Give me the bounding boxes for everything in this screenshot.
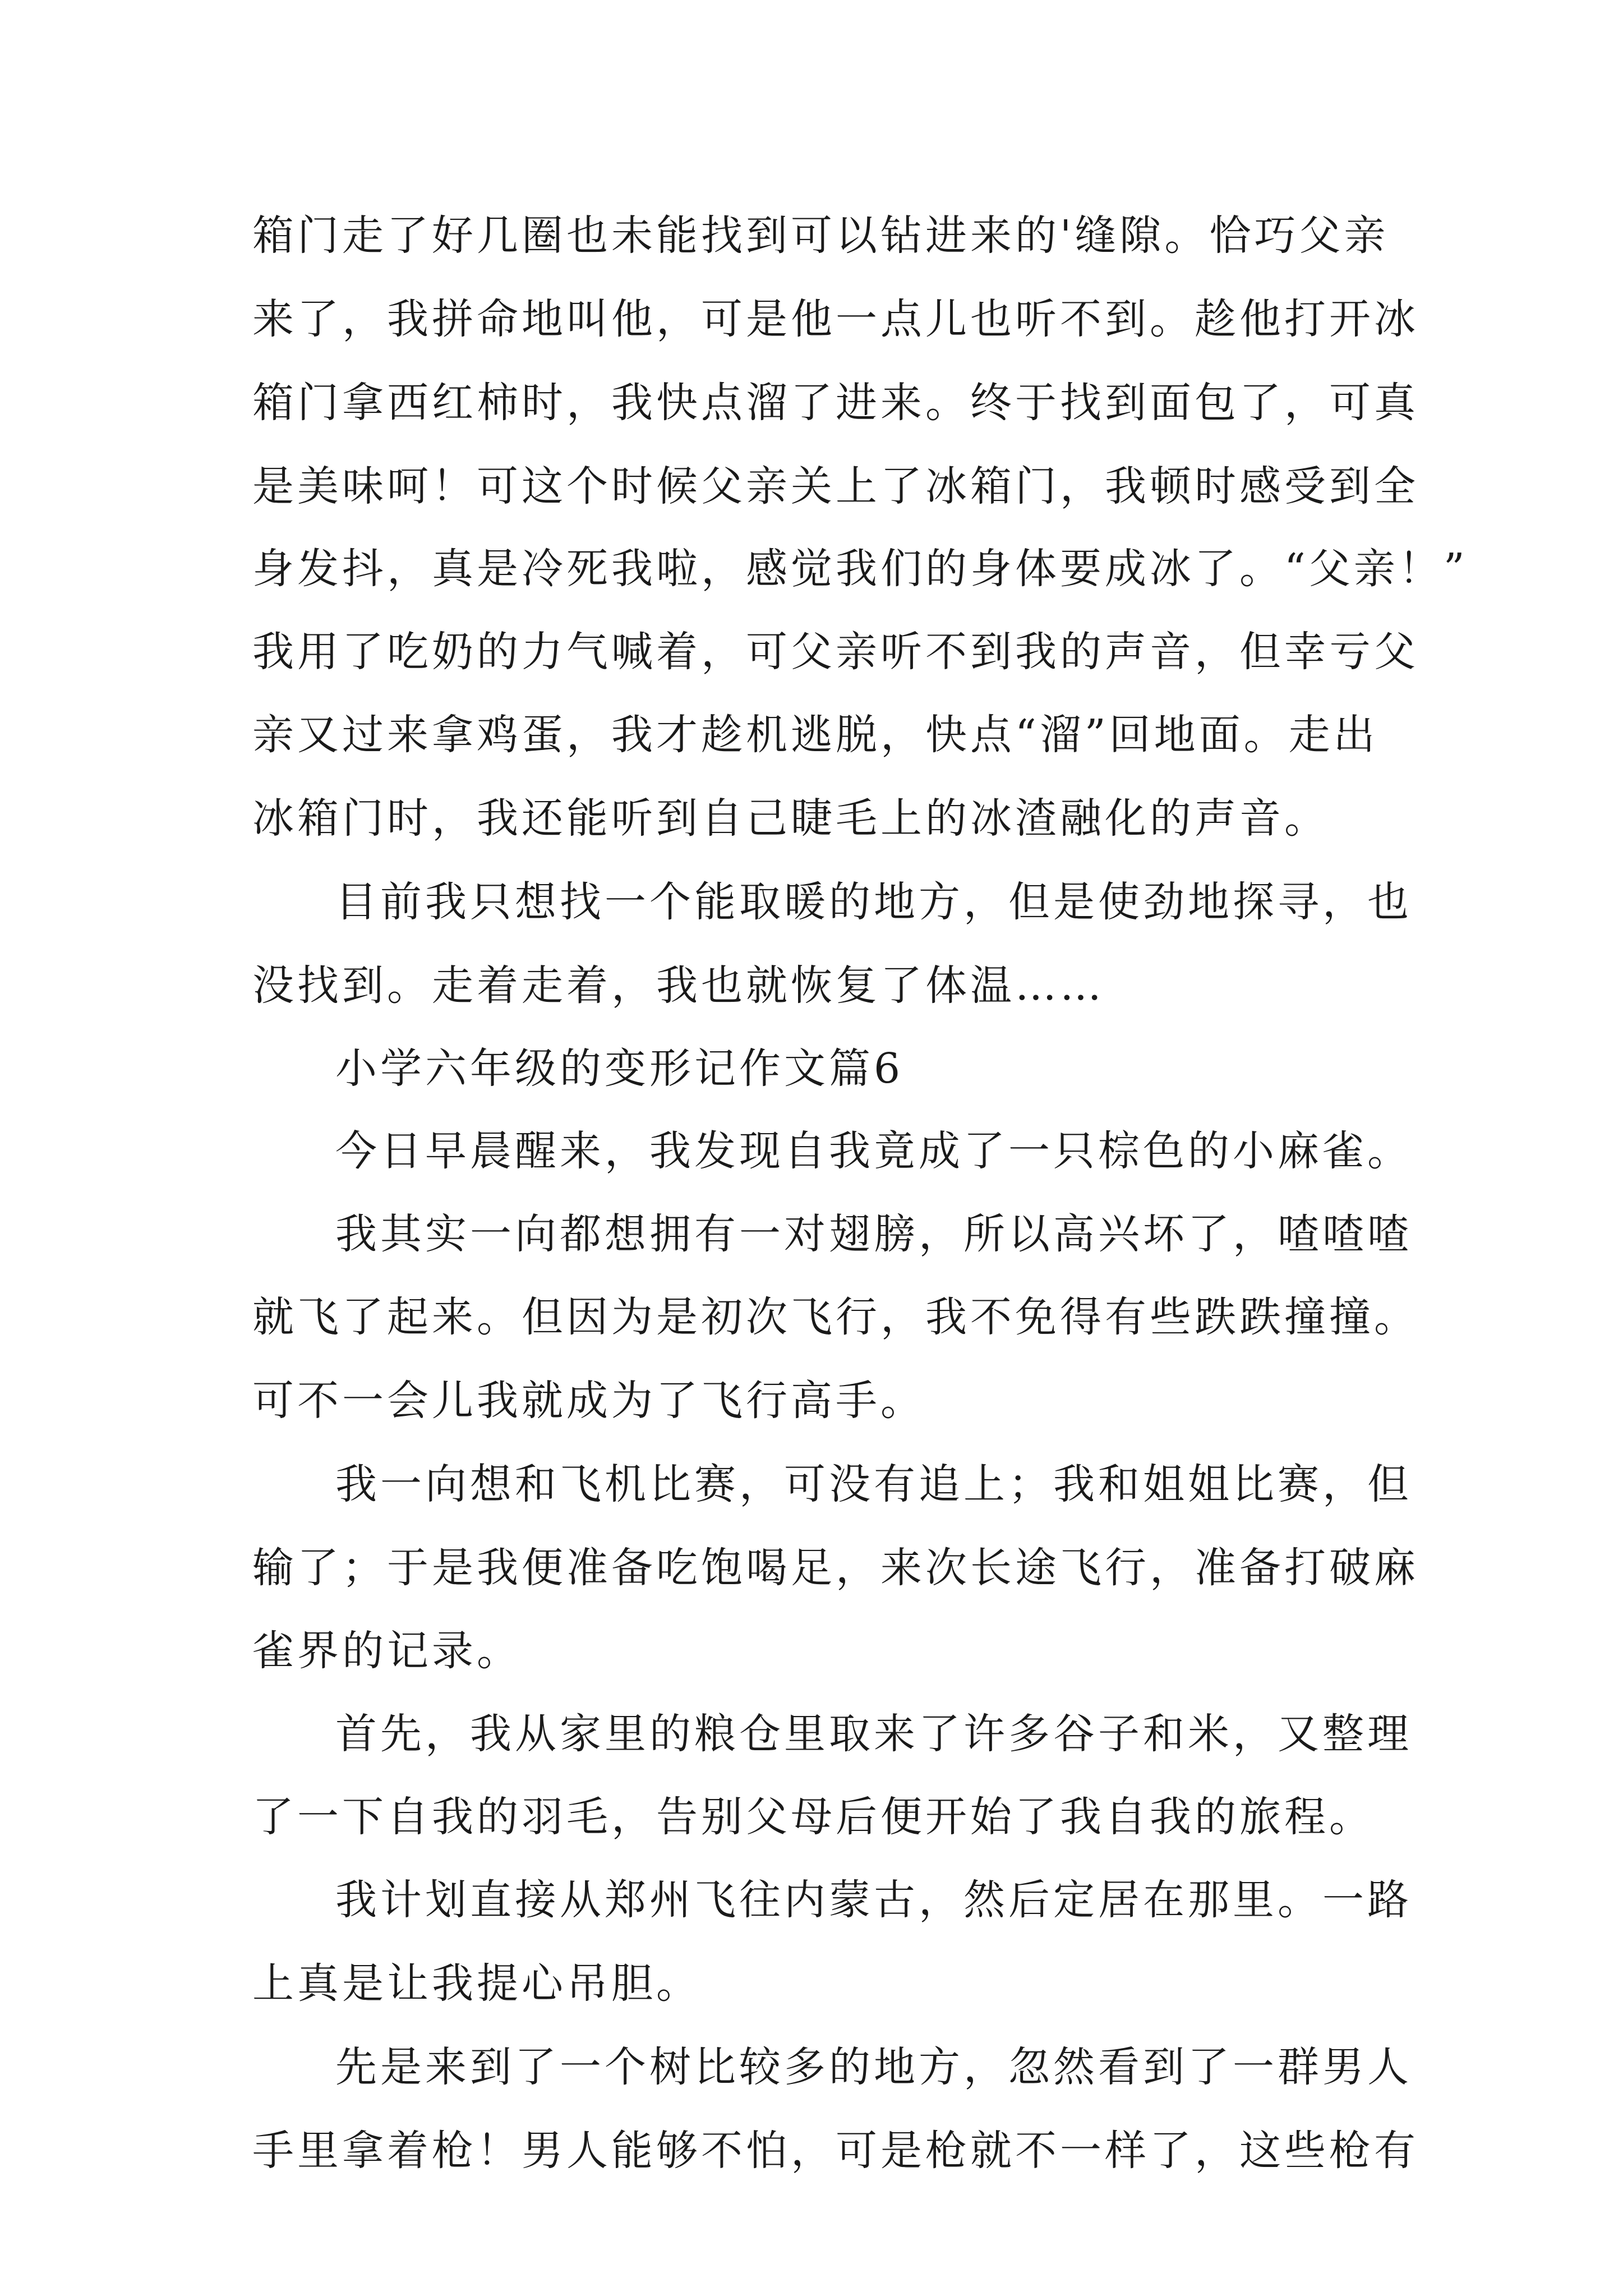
text-line: 我用了吃奶的力气喊着，可父亲听不到我的声音，但幸亏父: [252, 628, 1419, 676]
text-line: 就飞了起来。但因为是初次飞行，我不免得有些跌跌撞撞。: [252, 1293, 1419, 1341]
paragraph-start-line: 首先，我从家里的粮仓里取来了许多谷子和米，又整理: [335, 1710, 1412, 1758]
text-line: 亲又过来拿鸡蛋，我才趁机逃脱，快点“溜”回地面。走出: [252, 711, 1378, 759]
section-heading: 小学六年级的变形记作文篇6: [335, 1045, 904, 1093]
text-line: 雀界的记录。: [252, 1627, 522, 1675]
text-line: 可不一会儿我就成为了飞行高手。: [252, 1377, 925, 1425]
paragraph-start-line: 今日早晨醒来，我发现自我竟成了一只棕色的小麻雀。: [335, 1127, 1412, 1175]
text-line: 手里拿着枪！男人能够不怕，可是枪就不一样了，这些枪有: [252, 2127, 1419, 2175]
paragraph-start-line: 先是来到了一个树比较多的地方，忽然看到了一群男人: [335, 2043, 1412, 2091]
text-line: 了一下自我的羽毛，告别父母后便开始了我自我的旅程。: [252, 1793, 1374, 1841]
paragraph-start-line: 我一向想和飞机比赛，可没有追上；我和姐姐比赛，但: [335, 1460, 1412, 1508]
text-line: 是美味呵！可这个时候父亲关上了冰箱门，我顿时感受到全: [252, 462, 1419, 510]
text-line: 来了，我拼命地叫他，可是他一点儿也听不到。趁他打开冰: [252, 295, 1419, 343]
paragraph-start-line: 我其实一向都想拥有一对翅膀，所以高兴坏了，喳喳喳: [335, 1210, 1412, 1258]
text-line: 冰箱门时，我还能听到自己睫毛上的冰渣融化的声音。: [252, 794, 1329, 843]
text-line: 箱门拿西红柿时，我快点溜了进来。终于找到面包了，可真: [252, 379, 1419, 427]
paragraph-start-line: 目前我只想找一个能取暖的地方，但是使劲地探寻，也: [335, 878, 1412, 926]
text-line: 箱门走了好几圈也未能找到可以钻进来的'缝隙。恰巧父亲: [252, 211, 1389, 260]
text-line: 身发抖，真是冷死我啦，感觉我们的身体要成冰了。“父亲！”: [252, 545, 1468, 593]
text-line: 上真是让我提心吊胆。: [252, 1959, 701, 2008]
paragraph-start-line: 我计划直接从郑州飞往内蒙古，然后定居在那里。一路: [335, 1876, 1412, 1924]
text-line: 没找到。走着走着，我也就恢复了体温……: [252, 961, 1105, 1010]
text-line: 输了；于是我便准备吃饱喝足，来次长途飞行，准备打破麻: [252, 1544, 1419, 1592]
